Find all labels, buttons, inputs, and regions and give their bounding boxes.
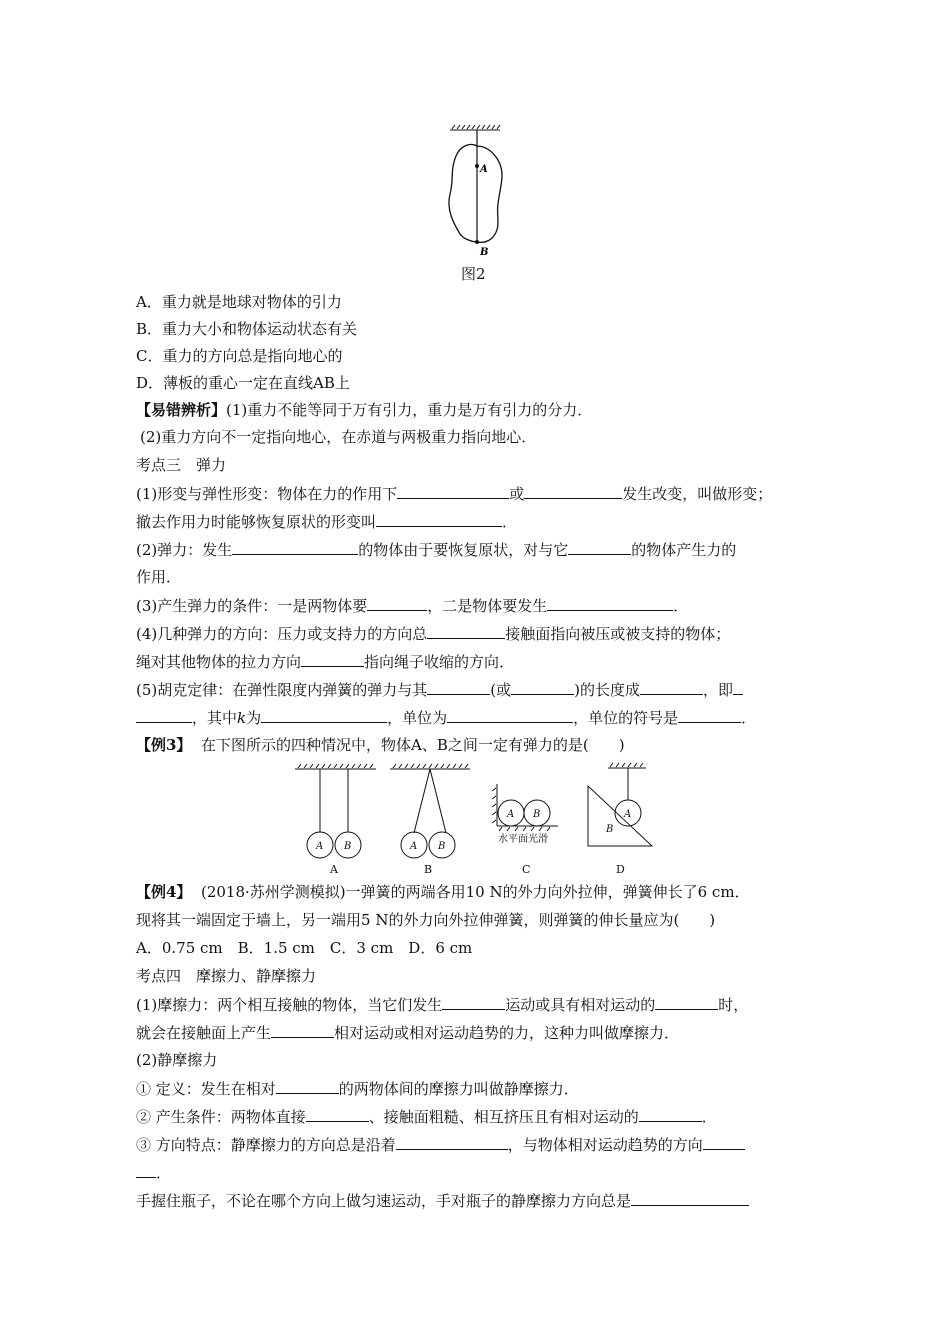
figure-2-caption: 图2 [461,265,486,283]
yicuo-text-1: (1)重力不能等同于万有引力，重力是万有引力的分力． [226,401,593,419]
ball-a-diagram-b: A [410,841,418,852]
ex3-captions [290,862,670,878]
ex4-options: A．0.75 cm B．1.5 cm C．3 cm D．6 cm [136,939,473,957]
caption-b: B [424,863,433,876]
kd3-p1-line1: (1)形变与弹性形变：物体在力的作用下 或 发生改变，叫做形变； [136,485,773,503]
kd3-p5-line2: ，其中k为 ，单位为 ，单位的符号是 ． [136,707,756,728]
caption-c: C [522,863,531,876]
kd4-dir-line1: ③ 方向特点：静摩擦力的方向总是沿着 ，与物体相对运动趋势的方向 [136,1134,745,1155]
ex3-line [136,735,625,755]
figure-2-hanging-plate [440,124,510,259]
ex4-line-1 [136,882,750,902]
kd3-p3: (3)产生弹力的条件：一是两物体要 ，二是物体要发生 ． [136,597,689,615]
option-c: C．重力的方向总是指向地心的 [136,347,343,365]
ex4-text-1: (2018·苏州学测模拟)一弹簧的两端各用10 N的外力向外拉伸，弹簧伸长了6 cm． [200,883,750,901]
kd4-dir-line2: ． [136,1162,171,1183]
block-b-diagram-d: B [606,824,614,835]
option-a: A．重力就是地球对物体的引力 [136,293,342,311]
kd4-p2: (2)静摩擦力 [136,1051,218,1069]
caption-a: A [330,863,338,876]
yicuo-line-2: (2)重力方向不一定指向地心，在赤道与两极重力指向地心． [140,428,537,446]
kd4-cond: ② 产生条件：两物体直接 、接触面粗糙、相互挤压且有相对运动的 ． [136,1108,717,1126]
kd3-p4-line1: (4)几种弹力的方向：压力或支持力的方向总 接触面指向被压或被支持的物体； [136,625,731,643]
point-a-dot [475,164,479,168]
label-b: B [480,247,489,258]
kd3-title: 考点三 弹力 [136,456,227,474]
caption-d: D [616,863,625,876]
diagram-b [390,764,470,858]
ball-b-diagram-c: B [533,809,541,820]
kd4-p1-line2: 就会在接触面上产生 相对运动或相对运动趋势的力，这种力叫做摩擦力． [136,1024,680,1042]
ball-b-diagram-b: B [438,841,446,852]
kd3-p5-line1: (5)胡克定律：在弹性限度内弹簧的弹力与其 (或 )的长度成 ，即 [136,679,743,700]
option-b: B．重力大小和物体运动状态有关 [136,320,358,338]
kd3-p2-line1: (2)弹力：发生 的物体由于要恢复原状，对与它 的物体产生力的 [136,541,737,559]
ex3-text: 在下图所示的四种情况中，物体A、B之间一定有弹力的是( ) [200,736,625,754]
option-d: D．薄板的重心一定在直线AB上 [136,374,350,392]
ex3-tag: 【例3】 [136,736,192,754]
kd4-p1-line1: (1)摩擦力：两个相互接触的物体，当它们发生 运动或具有相对运动的 时， [136,996,749,1014]
diagram-d [588,763,652,846]
kd4-title: 考点四 摩擦力、静摩擦力 [136,967,317,985]
ball-a-diagram-a: A [316,841,324,852]
label-a: A [480,164,488,175]
yicuo-line-1 [136,400,592,420]
ex3-diagrams [290,762,670,862]
yicuo-tag: 【易错辨析】 [136,401,227,419]
kd3-p2-line2: 作用． [136,568,182,586]
kd3-p4-line2: 绳对其他物体的拉力方向 指向绳子收缩的方向． [136,653,515,671]
kd3-p1-line2: 撤去作用力时能够恢复原状的形变叫 ． [136,513,518,531]
kd4-last: 手握住瓶子，不论在哪个方向上做匀速运动，手对瓶子的静摩擦力方向总是 [136,1190,749,1211]
ball-a-diagram-c: A [507,809,515,820]
ball-b-diagram-a: B [344,841,352,852]
irregular-plate-outline [449,144,502,242]
ceiling-hatch [450,125,500,130]
ball-a-diagram-d: A [624,809,632,820]
kd4-def: ① 定义：发生在相对 的两物体间的摩擦力叫做静摩擦力． [136,1080,579,1098]
diagram-c [492,784,558,831]
ex4-line-2: 现将其一端固定于墙上，另一端用5 N的外力向外拉伸弹簧，则弹簧的伸长量应为( ) [136,911,716,929]
ex4-tag: 【例4】 [136,883,192,901]
diagram-a [295,764,376,858]
smooth-floor-label: 水平面光滑 [498,834,548,845]
point-b-dot [475,240,479,244]
